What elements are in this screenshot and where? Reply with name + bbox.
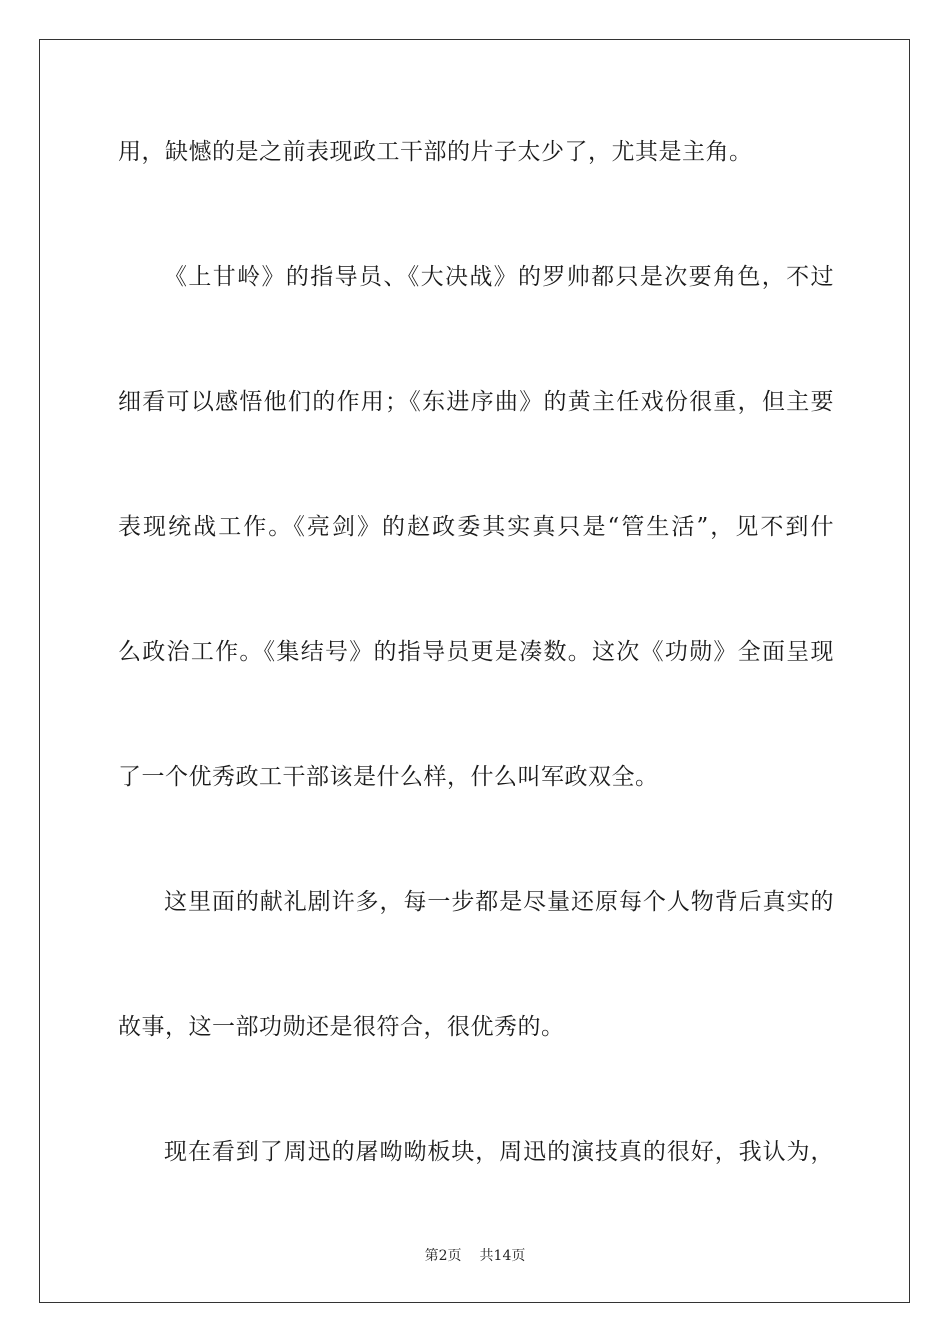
text-line-8: 故事，这一部功勋还是很符合，很优秀的。 [118,1014,565,1040]
page-number: 第2页 [424,1248,462,1264]
page-footer [0,1246,950,1266]
text-line-6: 了一个优秀政工干部该是什么样，什么叫军政双全。 [118,764,659,790]
total-pages: 共14页 [479,1248,526,1264]
text-line-1: 用，缺憾的是之前表现政工干部的片子太少了，尤其是主角。 [118,139,753,165]
text-line-5: 么政治工作。《集结号》的指导员更是凑数。这次《功勋》全面呈现 [118,639,834,665]
text-line-3: 细看可以感悟他们的作用；《东进序曲》的黄主任戏份很重，但主要 [118,389,834,415]
page-border [39,39,910,1303]
text-line-7: 这里面的献礼剧许多，每一步都是尽量还原每个人物背后真实的 [164,889,834,915]
text-line-2: 《上甘岭》的指导员、《大决战》的罗帅都只是次要角色，不过 [164,264,834,290]
text-line-9: 现在看到了周迅的屠呦呦板块，周迅的演技真的很好，我认为， [164,1139,834,1165]
text-line-4: 表现统战工作。《亮剑》的赵政委其实真只是“管生活”，见不到什 [118,514,834,540]
